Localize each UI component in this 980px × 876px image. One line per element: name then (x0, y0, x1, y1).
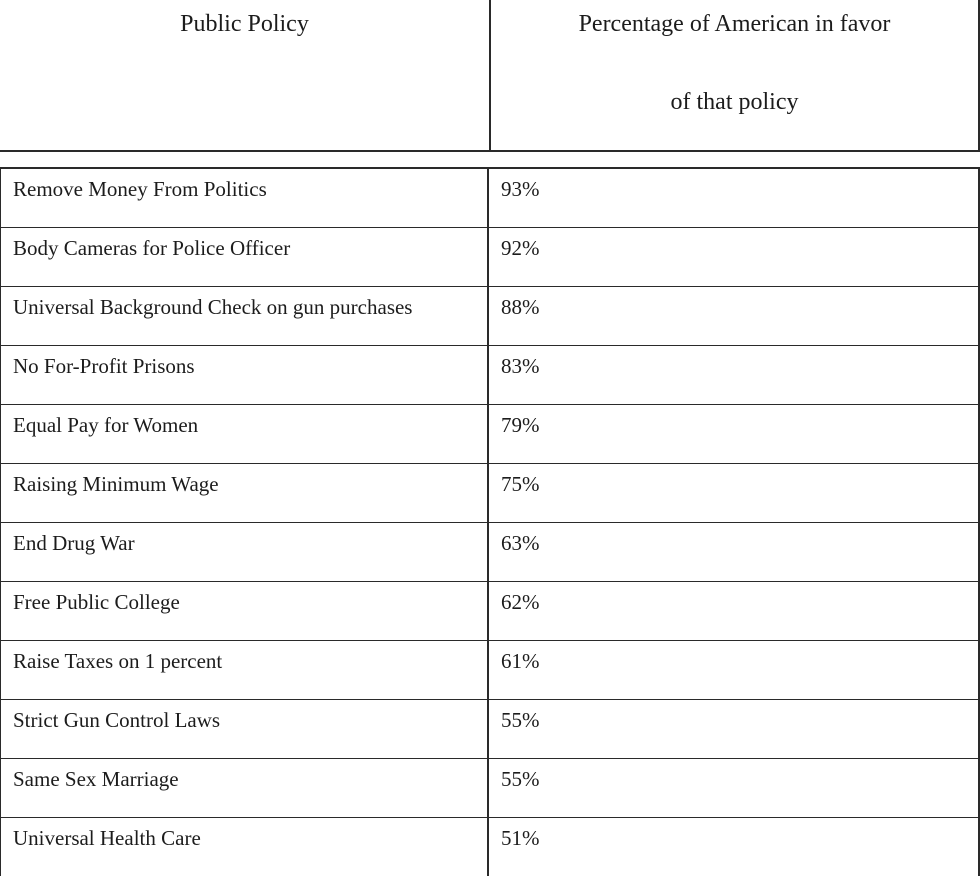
table-row (1, 169, 978, 228)
policy-cell: Raising Minimum Wage (1, 464, 489, 522)
table-row (1, 641, 978, 700)
table-row (1, 405, 978, 464)
policy-cell: Remove Money From Politics (1, 169, 489, 227)
policy-cell: Strict Gun Control Laws (1, 700, 489, 758)
percent-cell: 51% (501, 826, 540, 850)
table-row (1, 287, 978, 346)
percent-cell: 55% (501, 708, 540, 732)
policy-cell: Universal Health Care (1, 818, 489, 876)
percent-cell: 83% (501, 354, 540, 378)
policy-column-header: Public Policy (180, 11, 309, 37)
table-row (1, 346, 978, 405)
policy-cell: Body Cameras for Police Officer (1, 228, 489, 286)
percent-cell: 79% (501, 413, 540, 437)
percent-cell: 62% (501, 590, 540, 614)
policy-cell: Free Public College (1, 582, 489, 640)
percent-cell: 92% (501, 236, 540, 260)
table-row (1, 228, 978, 287)
table-row (1, 582, 978, 641)
percent-cell: 55% (501, 767, 540, 791)
policy-table-header (0, 0, 980, 152)
table-gap (0, 152, 980, 167)
policy-cell: Universal Background Check on gun purchases (1, 287, 489, 345)
policy-cell: No For-Profit Prisons (1, 346, 489, 404)
percent-column-header-line2: of that policy (670, 89, 799, 115)
percent-cell: 63% (501, 531, 540, 555)
percent-cell: 88% (501, 295, 540, 319)
percent-column-header (489, 0, 978, 150)
percent-cell: 61% (501, 649, 540, 673)
policy-table-body (0, 167, 980, 876)
percent-cell: 93% (501, 177, 540, 201)
policy-cell: End Drug War (1, 523, 489, 581)
table-row (1, 523, 978, 582)
table-row (1, 464, 978, 523)
table-row (1, 759, 978, 818)
table-row (1, 700, 978, 759)
percent-column-header-line1: Percentage of American in favor (578, 11, 891, 37)
policy-cell: Same Sex Marriage (1, 759, 489, 817)
table-row (1, 818, 978, 876)
policy-cell: Raise Taxes on 1 percent (1, 641, 489, 699)
policy-cell: Equal Pay for Women (1, 405, 489, 463)
percent-cell: 75% (501, 472, 540, 496)
